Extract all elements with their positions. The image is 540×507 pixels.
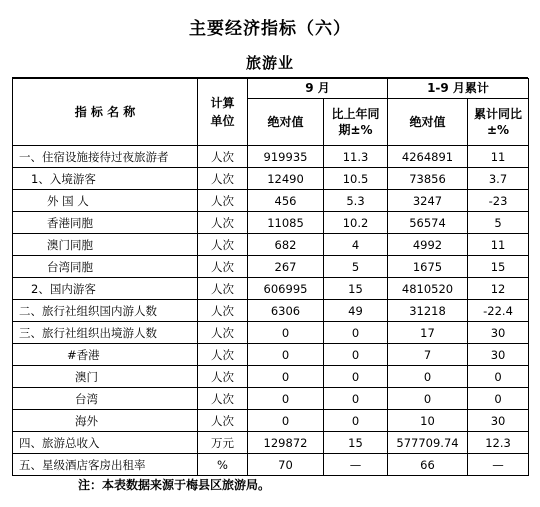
table-row (13, 344, 529, 366)
table-row (13, 454, 529, 476)
row-month-absolute: 606995 (248, 278, 324, 300)
row-cumulative-yoy: -23 (468, 190, 529, 212)
row-month-yoy: 0 (324, 388, 388, 410)
row-unit: 人次 (198, 168, 248, 190)
row-unit: 人次 (198, 410, 248, 432)
row-cumulative-yoy: 12.3 (468, 432, 529, 454)
row-month-absolute: 11085 (248, 212, 324, 234)
row-indicator-name: 澳门同胞 (13, 234, 198, 256)
row-cumulative-yoy: 0 (468, 388, 529, 410)
row-cumulative-yoy: 30 (468, 322, 529, 344)
row-month-yoy: — (324, 454, 388, 476)
row-month-yoy: 4 (324, 234, 388, 256)
table-row (13, 366, 529, 388)
row-cumulative-absolute: 1675 (388, 256, 468, 278)
table-row (13, 190, 529, 212)
row-cumulative-yoy: 5 (468, 212, 529, 234)
table-row (13, 432, 529, 454)
row-month-absolute: 919935 (248, 146, 324, 168)
row-month-absolute: 0 (248, 366, 324, 388)
row-cumulative-yoy: 0 (468, 366, 529, 388)
row-cumulative-absolute: 577709.74 (388, 432, 468, 454)
header-unit: 计算 单位 (198, 79, 248, 146)
row-cumulative-absolute: 73856 (388, 168, 468, 190)
row-cumulative-yoy: 3.7 (468, 168, 529, 190)
row-cumulative-absolute: 4264891 (388, 146, 468, 168)
header-period-month: 9 月 (248, 79, 388, 99)
table-row (13, 212, 529, 234)
page-title: 主要经济指标（六） (189, 19, 351, 39)
table-row (13, 278, 529, 300)
row-unit: 人次 (198, 322, 248, 344)
row-month-absolute: 0 (248, 322, 324, 344)
row-unit: 人次 (198, 190, 248, 212)
row-cumulative-yoy: 11 (468, 146, 529, 168)
indicator-table (12, 78, 529, 476)
row-unit: 人次 (198, 234, 248, 256)
header-indicator: 指 标 名 称 (13, 79, 198, 146)
row-month-absolute: 456 (248, 190, 324, 212)
row-cumulative-absolute: 17 (388, 322, 468, 344)
row-cumulative-absolute: 7 (388, 344, 468, 366)
row-month-absolute: 6306 (248, 300, 324, 322)
table-row (13, 388, 529, 410)
table-row (13, 256, 529, 278)
row-month-absolute: 129872 (248, 432, 324, 454)
row-month-yoy: 0 (324, 322, 388, 344)
source-note: 注：本表数据来源于梅县区旅游局。 (78, 478, 271, 492)
row-month-absolute: 12490 (248, 168, 324, 190)
row-cumulative-absolute: 4810520 (388, 278, 468, 300)
row-cumulative-absolute: 10 (388, 410, 468, 432)
row-unit: 人次 (198, 212, 248, 234)
row-month-yoy: 5 (324, 256, 388, 278)
row-cumulative-yoy: -22.4 (468, 300, 529, 322)
row-unit: 人次 (198, 344, 248, 366)
row-indicator-name: #香港 (13, 344, 198, 366)
row-cumulative-yoy: 11 (468, 234, 529, 256)
row-indicator-name: 2、国内游客 (13, 278, 198, 300)
header-period-cumulative: 1-9 月累计 (388, 79, 529, 99)
row-cumulative-yoy: — (468, 454, 529, 476)
row-month-absolute: 70 (248, 454, 324, 476)
table-body (13, 146, 529, 476)
row-month-absolute: 267 (248, 256, 324, 278)
row-indicator-name: 外 国 人 (13, 190, 198, 212)
table-row (13, 234, 529, 256)
row-month-yoy: 0 (324, 344, 388, 366)
header-month-absolute: 绝对值 (248, 98, 324, 145)
header-month-yoy: 比上年同 期±% (324, 98, 388, 145)
row-month-yoy: 11.3 (324, 146, 388, 168)
row-cumulative-absolute: 4992 (388, 234, 468, 256)
table-row (13, 168, 529, 190)
row-indicator-name: 香港同胞 (13, 212, 198, 234)
row-indicator-name: 五、星级酒店客房出租率 (13, 454, 198, 476)
row-cumulative-absolute: 3247 (388, 190, 468, 212)
row-cumulative-absolute: 31218 (388, 300, 468, 322)
row-cumulative-absolute: 56574 (388, 212, 468, 234)
table-row (13, 322, 529, 344)
row-indicator-name: 1、入境游客 (13, 168, 198, 190)
row-unit: 人次 (198, 278, 248, 300)
row-indicator-name: 台湾 (13, 388, 198, 410)
row-unit: 人次 (198, 146, 248, 168)
row-month-yoy: 15 (324, 432, 388, 454)
row-month-absolute: 0 (248, 388, 324, 410)
row-month-absolute: 0 (248, 410, 324, 432)
row-cumulative-yoy: 12 (468, 278, 529, 300)
row-indicator-name: 一、住宿设施接待过夜旅游者 (13, 146, 198, 168)
row-month-yoy: 0 (324, 366, 388, 388)
row-unit: 人次 (198, 366, 248, 388)
row-cumulative-absolute: 66 (388, 454, 468, 476)
row-month-yoy: 0 (324, 410, 388, 432)
row-unit: 人次 (198, 300, 248, 322)
table-row (13, 300, 529, 322)
table-row (13, 410, 529, 432)
row-cumulative-absolute: 0 (388, 388, 468, 410)
row-unit: 人次 (198, 256, 248, 278)
row-indicator-name: 三、旅行社组织出境游人数 (13, 322, 198, 344)
header-cumulative-absolute: 绝对值 (388, 98, 468, 145)
row-indicator-name: 澳门 (13, 366, 198, 388)
row-cumulative-yoy: 30 (468, 344, 529, 366)
row-unit: 人次 (198, 388, 248, 410)
row-month-yoy: 10.2 (324, 212, 388, 234)
row-month-yoy: 49 (324, 300, 388, 322)
row-month-absolute: 682 (248, 234, 324, 256)
row-indicator-name: 海外 (13, 410, 198, 432)
row-month-yoy: 10.5 (324, 168, 388, 190)
row-month-yoy: 15 (324, 278, 388, 300)
section-subtitle: 旅游业 (245, 54, 294, 72)
row-indicator-name: 二、旅行社组织国内游人数 (13, 300, 198, 322)
row-indicator-name: 四、旅游总收入 (13, 432, 198, 454)
header-cumulative-yoy: 累计同比 ±% (468, 98, 529, 145)
row-indicator-name: 台湾同胞 (13, 256, 198, 278)
row-cumulative-yoy: 30 (468, 410, 529, 432)
row-month-yoy: 5.3 (324, 190, 388, 212)
row-cumulative-absolute: 0 (388, 366, 468, 388)
table-row (13, 146, 529, 168)
row-month-absolute: 0 (248, 344, 324, 366)
row-cumulative-yoy: 15 (468, 256, 529, 278)
row-unit: 万元 (198, 432, 248, 454)
row-unit: % (198, 454, 248, 476)
